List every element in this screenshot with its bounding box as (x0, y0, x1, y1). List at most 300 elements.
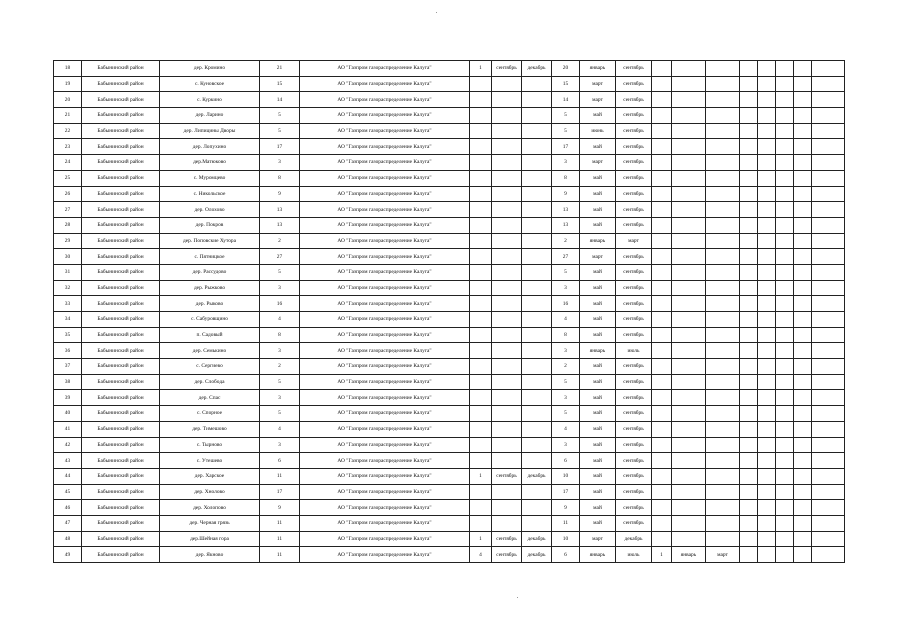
stage1-count-cell (470, 374, 492, 390)
empty-cell (812, 390, 845, 406)
stage1-start-cell (492, 327, 522, 343)
stage1-start-cell (492, 202, 522, 218)
stage3-end-cell (706, 76, 740, 92)
table-row (54, 233, 845, 249)
settlement-cell: дер. Покров (160, 217, 260, 233)
district-cell: Бабынинский район (82, 108, 160, 124)
stage1-count-cell: 1 (470, 61, 492, 77)
stage3-start-cell (672, 123, 706, 139)
row-number-cell: 22 (54, 123, 82, 139)
empty-cell (758, 217, 776, 233)
stage2-count-cell: 5 (552, 264, 580, 280)
stage2-end-cell: сентябрь (616, 249, 652, 265)
stage2-count-cell: 16 (552, 296, 580, 312)
stage1-start-cell (492, 217, 522, 233)
settlement-cell: с. Куновское (160, 76, 260, 92)
empty-cell (758, 531, 776, 547)
empty-cell (776, 437, 794, 453)
organization-cell: АО "Газпром газораспределение Калуга" (300, 359, 470, 375)
district-cell: Бабынинский район (82, 202, 160, 218)
stage3-end-cell (706, 468, 740, 484)
stage2-count-cell: 5 (552, 406, 580, 422)
district-cell: Бабынинский район (82, 312, 160, 328)
empty-cell (776, 531, 794, 547)
empty-cell (776, 515, 794, 531)
stage3-start-cell (672, 390, 706, 406)
stage1-count-cell (470, 406, 492, 422)
row-number-cell: 19 (54, 76, 82, 92)
row-number-cell: 45 (54, 484, 82, 500)
stage1-end-cell (522, 186, 552, 202)
stage1-end-cell (522, 296, 552, 312)
row-number-cell: 26 (54, 186, 82, 202)
table-row (54, 155, 845, 171)
table-row (54, 249, 845, 265)
organization-cell: АО "Газпром газораспределение Калуга" (300, 312, 470, 328)
stage2-start-cell: май (580, 108, 616, 124)
stage2-end-cell: сентябрь (616, 515, 652, 531)
settlement-cell: дер. Рассудово (160, 264, 260, 280)
total-count-cell: 15 (260, 76, 300, 92)
stage2-end-cell: сентябрь (616, 359, 652, 375)
empty-cell (794, 484, 812, 500)
organization-cell: АО "Газпром газораспределение Калуга" (300, 484, 470, 500)
empty-cell (812, 374, 845, 390)
empty-cell (776, 343, 794, 359)
stage3-start-cell (672, 437, 706, 453)
district-cell: Бабынинский район (82, 547, 160, 563)
table-row (54, 343, 845, 359)
empty-cell (812, 421, 845, 437)
table-row (54, 123, 845, 139)
stage1-end-cell (522, 484, 552, 500)
stage2-start-cell: май (580, 406, 616, 422)
row-number-cell: 43 (54, 453, 82, 469)
settlement-cell: дер. Рыково (160, 296, 260, 312)
settlement-cell: дер. Лопухино (160, 139, 260, 155)
empty-cell (794, 61, 812, 77)
stage3-start-cell: январь (672, 547, 706, 563)
stage1-start-cell (492, 374, 522, 390)
empty-cell (812, 139, 845, 155)
stage3-start-cell (672, 108, 706, 124)
table-row (54, 108, 845, 124)
stage1-start-cell (492, 359, 522, 375)
empty-cell (794, 202, 812, 218)
stage3-start-cell (672, 264, 706, 280)
stage1-start-cell: сентябрь (492, 468, 522, 484)
stage2-end-cell: сентябрь (616, 468, 652, 484)
stage3-end-cell (706, 453, 740, 469)
stage2-count-cell: 4 (552, 421, 580, 437)
stage2-start-cell: май (580, 484, 616, 500)
stage2-start-cell: май (580, 217, 616, 233)
stage3-count-cell (652, 280, 672, 296)
stage2-start-cell: май (580, 296, 616, 312)
stage2-end-cell: сентябрь (616, 327, 652, 343)
stage3-start-cell (672, 249, 706, 265)
settlement-cell: с. Муромцево (160, 170, 260, 186)
stage3-count-cell (652, 123, 672, 139)
stage1-end-cell (522, 123, 552, 139)
stage1-end-cell (522, 406, 552, 422)
empty-cell (758, 312, 776, 328)
empty-cell (812, 468, 845, 484)
total-count-cell: 17 (260, 484, 300, 500)
stage3-end-cell (706, 155, 740, 171)
district-cell: Бабынинский район (82, 327, 160, 343)
stage3-start-cell (672, 92, 706, 108)
stage1-end-cell: декабрь (522, 61, 552, 77)
empty-cell (740, 139, 758, 155)
settlement-cell: дер. Ларино (160, 108, 260, 124)
empty-cell (776, 547, 794, 563)
empty-cell (758, 108, 776, 124)
stage1-count-cell (470, 453, 492, 469)
empty-cell (758, 484, 776, 500)
table-row (54, 217, 845, 233)
empty-cell (812, 249, 845, 265)
empty-cell (812, 123, 845, 139)
stage1-start-cell (492, 437, 522, 453)
table-row (54, 421, 845, 437)
organization-cell: АО "Газпром газораспределение Калуга" (300, 108, 470, 124)
stage2-start-cell: январь (580, 233, 616, 249)
total-count-cell: 3 (260, 390, 300, 406)
total-count-cell: 8 (260, 327, 300, 343)
stage3-end-cell (706, 531, 740, 547)
empty-cell (740, 500, 758, 516)
stage2-end-cell: сентябрь (616, 92, 652, 108)
settlement-cell: дер.Матюково (160, 155, 260, 171)
empty-cell (758, 186, 776, 202)
stage3-end-cell (706, 280, 740, 296)
empty-cell (776, 390, 794, 406)
stage1-end-cell (522, 155, 552, 171)
stage2-start-cell: май (580, 390, 616, 406)
empty-cell (740, 280, 758, 296)
stage3-count-cell (652, 515, 672, 531)
stage2-end-cell: сентябрь (616, 390, 652, 406)
empty-cell (758, 406, 776, 422)
stage2-count-cell: 2 (552, 359, 580, 375)
settlement-cell: дер. Липицины Дворы (160, 123, 260, 139)
organization-cell: АО "Газпром газораспределение Калуга" (300, 327, 470, 343)
stage2-end-cell: сентябрь (616, 170, 652, 186)
table-row (54, 515, 845, 531)
stage1-count-cell (470, 233, 492, 249)
stage1-start-cell (492, 312, 522, 328)
district-cell: Бабынинский район (82, 390, 160, 406)
empty-cell (740, 327, 758, 343)
organization-cell: АО "Газпром газораспределение Калуга" (300, 280, 470, 296)
stage2-count-cell: 27 (552, 249, 580, 265)
empty-cell (776, 123, 794, 139)
stage2-count-cell: 3 (552, 280, 580, 296)
empty-cell (758, 233, 776, 249)
empty-cell (812, 155, 845, 171)
stage3-count-cell (652, 92, 672, 108)
stage2-end-cell: сентябрь (616, 155, 652, 171)
stage1-count-cell (470, 500, 492, 516)
stage1-start-cell (492, 92, 522, 108)
stage1-end-cell (522, 92, 552, 108)
organization-cell: АО "Газпром газораспределение Калуга" (300, 500, 470, 516)
total-count-cell: 16 (260, 296, 300, 312)
table-row (54, 437, 845, 453)
empty-cell (812, 437, 845, 453)
stage3-count-cell (652, 390, 672, 406)
settlement-cell: с. Сабуровщино (160, 312, 260, 328)
stage2-count-cell: 9 (552, 186, 580, 202)
empty-cell (812, 515, 845, 531)
organization-cell: АО "Газпром газораспределение Калуга" (300, 76, 470, 92)
table-row (54, 280, 845, 296)
settlement-cell: дер. Хнолово (160, 484, 260, 500)
stage3-end-cell (706, 202, 740, 218)
row-number-cell: 24 (54, 155, 82, 171)
stage2-end-cell: сентябрь (616, 139, 652, 155)
stage1-count-cell (470, 296, 492, 312)
empty-cell (812, 280, 845, 296)
stage2-count-cell: 3 (552, 343, 580, 359)
stage3-start-cell (672, 327, 706, 343)
total-count-cell: 11 (260, 547, 300, 563)
stage1-count-cell: 1 (470, 531, 492, 547)
row-number-cell: 29 (54, 233, 82, 249)
stage3-end-cell (706, 406, 740, 422)
empty-cell (758, 500, 776, 516)
stage1-count-cell (470, 390, 492, 406)
stage3-count-cell (652, 531, 672, 547)
stage1-start-cell (492, 280, 522, 296)
stage3-end-cell (706, 92, 740, 108)
empty-cell (758, 155, 776, 171)
empty-cell (758, 249, 776, 265)
total-count-cell: 6 (260, 453, 300, 469)
stage2-end-cell: сентябрь (616, 280, 652, 296)
stage1-start-cell (492, 170, 522, 186)
empty-cell (740, 233, 758, 249)
stage3-start-cell (672, 186, 706, 202)
stage1-count-cell (470, 280, 492, 296)
stage1-count-cell (470, 186, 492, 202)
total-count-cell: 11 (260, 468, 300, 484)
stage1-end-cell (522, 453, 552, 469)
empty-cell (794, 421, 812, 437)
scan-speck (517, 597, 518, 598)
stage3-start-cell (672, 374, 706, 390)
empty-cell (740, 296, 758, 312)
empty-cell (794, 547, 812, 563)
row-number-cell: 32 (54, 280, 82, 296)
empty-cell (776, 468, 794, 484)
total-count-cell: 13 (260, 217, 300, 233)
district-cell: Бабынинский район (82, 484, 160, 500)
stage3-end-cell (706, 500, 740, 516)
district-cell: Бабынинский район (82, 186, 160, 202)
stage1-count-cell (470, 92, 492, 108)
organization-cell: АО "Газпром газораспределение Калуга" (300, 217, 470, 233)
empty-cell (776, 359, 794, 375)
organization-cell: АО "Газпром газораспределение Калуга" (300, 139, 470, 155)
table-row (54, 170, 845, 186)
stage2-end-cell: сентябрь (616, 312, 652, 328)
stage1-count-cell (470, 108, 492, 124)
table-row (54, 359, 845, 375)
total-count-cell: 3 (260, 280, 300, 296)
settlement-cell: дер. Якново (160, 547, 260, 563)
stage3-start-cell (672, 155, 706, 171)
organization-cell: АО "Газпром газораспределение Калуга" (300, 421, 470, 437)
stage2-count-cell: 5 (552, 108, 580, 124)
empty-cell (812, 500, 845, 516)
district-cell: Бабынинский район (82, 374, 160, 390)
stage1-count-cell (470, 155, 492, 171)
district-cell: Бабынинский район (82, 170, 160, 186)
row-number-cell: 33 (54, 296, 82, 312)
empty-cell (794, 280, 812, 296)
empty-cell (758, 92, 776, 108)
organization-cell: АО "Газпром газораспределение Калуга" (300, 547, 470, 563)
stage1-start-cell (492, 139, 522, 155)
stage2-end-cell: сентябрь (616, 484, 652, 500)
empty-cell (776, 108, 794, 124)
row-number-cell: 27 (54, 202, 82, 218)
empty-cell (812, 170, 845, 186)
stage3-end-cell (706, 139, 740, 155)
organization-cell: АО "Газпром газораспределение Калуга" (300, 437, 470, 453)
organization-cell: АО "Газпром газораспределение Калуга" (300, 390, 470, 406)
empty-cell (740, 453, 758, 469)
total-count-cell: 3 (260, 155, 300, 171)
stage2-end-cell: сентябрь (616, 406, 652, 422)
empty-cell (740, 484, 758, 500)
empty-cell (740, 547, 758, 563)
empty-cell (776, 500, 794, 516)
empty-cell (758, 343, 776, 359)
stage1-count-cell: 4 (470, 547, 492, 563)
stage3-start-cell (672, 500, 706, 516)
stage3-count-cell (652, 296, 672, 312)
district-cell: Бабынинский район (82, 123, 160, 139)
empty-cell (812, 453, 845, 469)
empty-cell (794, 170, 812, 186)
stage1-end-cell (522, 359, 552, 375)
stage1-count-cell (470, 170, 492, 186)
empty-cell (758, 437, 776, 453)
stage3-end-cell (706, 233, 740, 249)
stage1-end-cell (522, 217, 552, 233)
stage1-start-cell (492, 264, 522, 280)
row-number-cell: 35 (54, 327, 82, 343)
empty-cell (794, 312, 812, 328)
stage2-start-cell: июнь (580, 123, 616, 139)
schedule-table (53, 60, 845, 563)
district-cell: Бабынинский район (82, 155, 160, 171)
stage3-end-cell (706, 437, 740, 453)
row-number-cell: 37 (54, 359, 82, 375)
stage1-count-cell (470, 249, 492, 265)
settlement-cell: с. Пятницкое (160, 249, 260, 265)
stage1-end-cell (522, 249, 552, 265)
empty-cell (758, 327, 776, 343)
empty-cell (812, 312, 845, 328)
empty-cell (794, 437, 812, 453)
empty-cell (740, 264, 758, 280)
row-number-cell: 49 (54, 547, 82, 563)
stage3-start-cell (672, 406, 706, 422)
organization-cell: АО "Газпром газораспределение Калуга" (300, 453, 470, 469)
total-count-cell: 17 (260, 139, 300, 155)
stage3-start-cell (672, 421, 706, 437)
empty-cell (758, 202, 776, 218)
organization-cell: АО "Газпром газораспределение Калуга" (300, 202, 470, 218)
row-number-cell: 40 (54, 406, 82, 422)
row-number-cell: 21 (54, 108, 82, 124)
stage2-count-cell: 15 (552, 76, 580, 92)
stage3-end-cell (706, 421, 740, 437)
stage3-end-cell (706, 359, 740, 375)
stage2-end-cell: сентябрь (616, 296, 652, 312)
stage1-start-cell (492, 249, 522, 265)
stage2-count-cell: 3 (552, 437, 580, 453)
empty-cell (794, 453, 812, 469)
stage3-start-cell (672, 170, 706, 186)
stage3-end-cell (706, 249, 740, 265)
stage2-start-cell: март (580, 249, 616, 265)
empty-cell (758, 170, 776, 186)
empty-cell (776, 61, 794, 77)
district-cell: Бабынинский район (82, 531, 160, 547)
stage3-count-cell (652, 139, 672, 155)
settlement-cell: с. Никольское (160, 186, 260, 202)
empty-cell (758, 296, 776, 312)
stage3-end-cell (706, 296, 740, 312)
stage2-start-cell: январь (580, 61, 616, 77)
organization-cell: АО "Газпром газораспределение Калуга" (300, 186, 470, 202)
stage1-start-cell (492, 515, 522, 531)
empty-cell (794, 264, 812, 280)
total-count-cell: 5 (260, 406, 300, 422)
district-cell: Бабынинский район (82, 264, 160, 280)
empty-cell (812, 61, 845, 77)
scan-speck (436, 12, 437, 13)
stage3-start-cell (672, 280, 706, 296)
stage2-start-cell: май (580, 421, 616, 437)
stage1-end-cell (522, 343, 552, 359)
empty-cell (776, 312, 794, 328)
empty-cell (776, 406, 794, 422)
row-number-cell: 38 (54, 374, 82, 390)
stage1-start-cell (492, 296, 522, 312)
empty-cell (740, 76, 758, 92)
empty-cell (812, 406, 845, 422)
total-count-cell: 3 (260, 343, 300, 359)
table-row (54, 327, 845, 343)
stage2-start-cell: май (580, 264, 616, 280)
stage2-start-cell: май (580, 359, 616, 375)
empty-cell (740, 155, 758, 171)
district-cell: Бабынинский район (82, 406, 160, 422)
empty-cell (740, 515, 758, 531)
stage3-end-cell (706, 61, 740, 77)
stage1-end-cell (522, 108, 552, 124)
empty-cell (776, 202, 794, 218)
district-cell: Бабынинский район (82, 217, 160, 233)
stage1-end-cell (522, 312, 552, 328)
empty-cell (794, 515, 812, 531)
